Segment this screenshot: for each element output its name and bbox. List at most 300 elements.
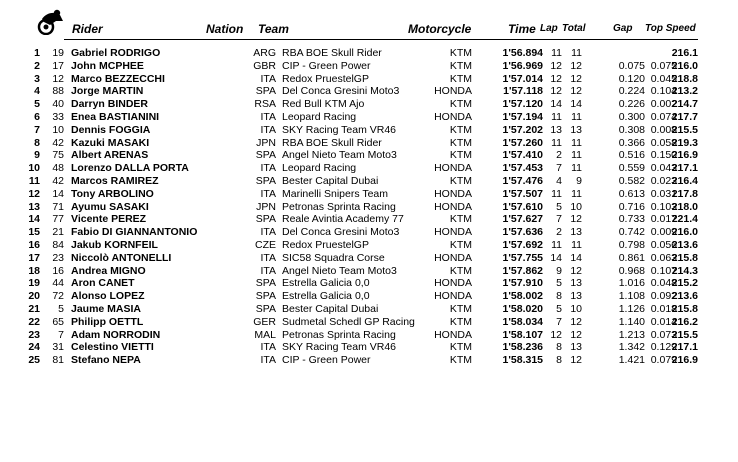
nation-cell: SPA: [255, 149, 276, 162]
gap-previous-cell: 0.075: [650, 59, 677, 72]
nation-cell: ITA: [260, 341, 276, 354]
position-cell: 8: [34, 136, 40, 149]
total-cell: 12: [570, 59, 582, 72]
lap-cell: 7: [556, 162, 562, 175]
table-row: [0, 316, 738, 329]
team-cell: Sudmetal Schedl GP Racing: [282, 315, 415, 328]
rider-name-cell: Philipp OETTL: [71, 315, 144, 328]
gap-cell: 0.300: [618, 110, 645, 123]
number-cell: 71: [52, 200, 64, 213]
number-cell: 7: [58, 328, 64, 341]
table-row: [0, 149, 738, 162]
total-cell: 13: [570, 123, 582, 136]
rider-name-cell: Dennis FOGGIA: [71, 123, 151, 136]
gap-previous-cell: 0.014: [650, 315, 677, 328]
gap-cell: 0.224: [618, 85, 645, 98]
position-cell: 20: [28, 290, 40, 303]
nation-cell: GER: [253, 315, 276, 328]
gap-previous-cell: 0.002: [650, 98, 677, 111]
number-cell: 23: [52, 251, 64, 264]
nation-cell: JPN: [256, 136, 276, 149]
position-cell: 16: [28, 238, 40, 251]
time-cell: 1'57.627: [502, 213, 543, 226]
gap-cell: 0.798: [618, 238, 645, 251]
nation-cell: SPA: [255, 213, 276, 226]
rider-name-cell: Lorenzo DALLA PORTA: [71, 162, 189, 175]
time-cell: 1'57.453: [502, 162, 543, 175]
number-cell: 84: [52, 238, 64, 251]
table-row: [0, 265, 738, 278]
number-cell: 33: [52, 110, 64, 123]
gap-previous-cell: 0.107: [650, 264, 677, 277]
position-cell: 1: [34, 47, 40, 59]
total-cell: 11: [571, 187, 582, 200]
top-speed-cell: 216.4: [671, 174, 698, 187]
rider-name-cell: Darryn BINDER: [71, 98, 149, 111]
header-rider: Rider: [72, 22, 103, 36]
time-cell: 1'58.315: [502, 354, 543, 367]
time-cell: 1'56.969: [502, 59, 543, 72]
gap-previous-cell: 0.023: [650, 174, 677, 187]
top-speed-cell: 214.7: [671, 98, 698, 111]
gap-previous-cell: 0.092: [650, 290, 677, 303]
nation-cell: MAL: [254, 328, 276, 341]
table-row: [0, 303, 738, 316]
total-cell: 11: [571, 238, 582, 251]
team-cell: SKY Racing Team VR46: [282, 341, 397, 354]
nation-cell: SPA: [255, 302, 276, 315]
gap-previous-cell: 0.150: [650, 149, 677, 162]
position-cell: 24: [28, 341, 40, 354]
lap-cell: 8: [556, 290, 562, 303]
header-divider: [64, 39, 698, 40]
total-cell: 12: [570, 328, 582, 341]
team-cell: SKY Racing Team VR46: [282, 123, 397, 136]
header-top-speed: Top Speed: [645, 23, 696, 34]
time-cell: 1'57.120: [502, 98, 543, 111]
top-speed-cell: 217.8: [671, 187, 698, 200]
table-row: [0, 277, 738, 290]
number-cell: 5: [58, 302, 64, 315]
top-speed-cell: 217.7: [671, 110, 698, 123]
gap-previous-cell: 0.009: [650, 226, 677, 239]
time-cell: 1'57.862: [502, 264, 543, 277]
gap-previous-cell: 0.058: [650, 136, 677, 149]
team-cell: Estrella Galicia 0,0: [282, 290, 370, 303]
table-row: [0, 341, 738, 354]
team-cell: Del Conca Gresini Moto3: [282, 85, 400, 98]
gap-cell: 1.016: [618, 277, 645, 290]
lap-cell: 7: [556, 315, 562, 328]
rider-name-cell: Marco BEZZECCHI: [71, 72, 165, 85]
rider-name-cell: Gabriel RODRIGO: [71, 47, 161, 59]
rider-name-cell: Stefano NEPA: [71, 354, 141, 367]
gap-cell: 0.516: [618, 149, 645, 162]
gap-previous-cell: 0.031: [650, 187, 677, 200]
position-cell: 10: [28, 162, 40, 175]
motorcycle-cell: KTM: [449, 341, 472, 354]
lap-cell: 12: [550, 85, 562, 98]
motorcycle-cell: HONDA: [434, 110, 472, 123]
top-speed-cell: 216.1: [671, 47, 698, 59]
time-cell: 1'58.020: [502, 302, 543, 315]
rider-name-cell: Fabio DI GIANNANTONIO: [71, 226, 198, 239]
time-cell: 1'57.755: [502, 251, 543, 264]
motorcycle-cell: HONDA: [434, 226, 472, 239]
nation-cell: GBR: [253, 59, 276, 72]
number-cell: 44: [52, 277, 64, 290]
gap-cell: 0.613: [618, 187, 645, 200]
total-cell: 13: [570, 290, 582, 303]
header-total: Total: [562, 23, 586, 34]
rider-name-cell: John MCPHEE: [71, 59, 144, 72]
nation-cell: ITA: [260, 187, 276, 200]
position-cell: 2: [34, 59, 40, 72]
motorcycle-cell: HONDA: [434, 187, 472, 200]
gap-previous-cell: 0.043: [650, 162, 677, 175]
total-cell: 12: [570, 85, 582, 98]
gap-previous-cell: 0.073: [650, 328, 677, 341]
top-speed-cell: 215.5: [671, 123, 698, 136]
motorcycle-cell: KTM: [449, 72, 472, 85]
nation-cell: SPA: [255, 174, 276, 187]
position-cell: 13: [28, 200, 40, 213]
time-cell: 1'56.894: [502, 47, 543, 59]
rider-name-cell: Ayumu SASAKI: [71, 200, 149, 213]
gap-previous-cell: 0.017: [650, 213, 677, 226]
position-cell: 23: [28, 328, 40, 341]
team-cell: Redox PruestelGP: [282, 72, 369, 85]
motorcycle-cell: KTM: [449, 264, 472, 277]
table-row: [0, 47, 738, 60]
time-cell: 1'57.507: [502, 187, 543, 200]
motorcycle-cell: KTM: [449, 98, 472, 111]
team-cell: Redox PruestelGP: [282, 238, 369, 251]
rider-name-cell: Tony ARBOLINO: [71, 187, 154, 200]
position-cell: 22: [28, 315, 40, 328]
header-nation: Nation: [206, 22, 244, 36]
top-speed-cell: 218.0: [671, 200, 698, 213]
lap-cell: 11: [551, 187, 562, 200]
gap-previous-cell: 0.074: [650, 110, 677, 123]
table-row: [0, 73, 738, 86]
gap-previous-cell: 0.056: [650, 238, 677, 251]
lap-cell: 8: [556, 341, 562, 354]
team-cell: Reale Avintia Academy 77: [282, 213, 404, 226]
rider-name-cell: Adam NORRODIN: [71, 328, 161, 341]
rider-name-cell: Jakub KORNFEIL: [71, 238, 158, 251]
time-cell: 1'57.476: [502, 174, 543, 187]
motorcycle-cell: KTM: [449, 213, 472, 226]
number-cell: 81: [52, 354, 64, 367]
total-cell: 10: [570, 200, 582, 213]
total-cell: 11: [571, 47, 582, 59]
motorcycle-cell: HONDA: [434, 277, 472, 290]
position-cell: 25: [28, 354, 40, 367]
nation-cell: ITA: [260, 264, 276, 277]
table-row: [0, 175, 738, 188]
table-row: [0, 213, 738, 226]
table-row: [0, 239, 738, 252]
gap-cell: 0.716: [618, 200, 645, 213]
nation-cell: ITA: [260, 110, 276, 123]
nation-cell: RSA: [254, 98, 276, 111]
position-cell: 12: [28, 187, 40, 200]
lap-cell: 4: [556, 174, 562, 187]
total-cell: 13: [570, 341, 582, 354]
time-cell: 1'58.107: [502, 328, 543, 341]
table-row: [0, 354, 738, 367]
rider-name-cell: Enea BASTIANINI: [71, 110, 160, 123]
position-cell: 19: [28, 277, 40, 290]
total-cell: 13: [570, 277, 582, 290]
motorcycle-cell: HONDA: [434, 162, 472, 175]
nation-cell: ITA: [260, 162, 276, 175]
motorcycle-cell: KTM: [449, 123, 472, 136]
top-speed-cell: 213.6: [671, 238, 698, 251]
total-cell: 11: [571, 110, 582, 123]
gap-previous-cell: 0.063: [650, 251, 677, 264]
top-speed-cell: 217.1: [671, 162, 698, 175]
motorcycle-cell: KTM: [449, 315, 472, 328]
gap-cell: 1.126: [618, 302, 645, 315]
gap-cell: 0.308: [618, 123, 645, 136]
position-cell: 18: [28, 264, 40, 277]
top-speed-cell: 216.9: [671, 354, 698, 367]
rider-name-cell: Alonso LOPEZ: [71, 290, 145, 303]
number-cell: 10: [52, 123, 64, 136]
top-speed-cell: 216.0: [671, 59, 698, 72]
nation-cell: SPA: [255, 277, 276, 290]
number-cell: 14: [52, 187, 64, 200]
team-cell: Angel Nieto Team Moto3: [282, 149, 397, 162]
number-cell: 17: [52, 59, 64, 72]
team-cell: Bester Capital Dubai: [282, 302, 379, 315]
number-cell: 19: [52, 47, 64, 59]
lap-cell: 12: [550, 59, 562, 72]
lap-cell: 8: [556, 354, 562, 367]
number-cell: 42: [52, 136, 64, 149]
total-cell: 11: [571, 162, 582, 175]
rider-name-cell: Andrea MIGNO: [71, 264, 146, 277]
total-cell: 12: [570, 213, 582, 226]
top-speed-cell: 213.2: [671, 85, 698, 98]
top-speed-cell: 215.8: [671, 251, 698, 264]
number-cell: 40: [52, 98, 64, 111]
top-speed-cell: 215.2: [671, 277, 698, 290]
gap-cell: 0.226: [618, 98, 645, 111]
number-cell: 31: [52, 341, 64, 354]
lap-cell: 13: [550, 123, 562, 136]
position-cell: 9: [34, 149, 40, 162]
nation-cell: SPA: [255, 85, 276, 98]
total-cell: 12: [570, 264, 582, 277]
total-cell: 10: [570, 302, 582, 315]
top-speed-cell: 214.3: [671, 264, 698, 277]
table-row: [0, 137, 738, 150]
top-speed-cell: 215.5: [671, 328, 698, 341]
top-speed-cell: 216.2: [671, 315, 698, 328]
lap-cell: 14: [550, 251, 562, 264]
total-cell: 9: [576, 174, 582, 187]
number-cell: 21: [52, 226, 64, 239]
number-cell: 16: [52, 264, 64, 277]
total-cell: 12: [570, 72, 582, 85]
team-cell: SIC58 Squadra Corse: [282, 251, 385, 264]
lap-cell: 5: [556, 302, 562, 315]
gap-cell: 0.742: [618, 226, 645, 239]
top-speed-cell: 213.6: [671, 290, 698, 303]
table-row: [0, 111, 738, 124]
rider-name-cell: Jorge MARTIN: [71, 85, 144, 98]
motorcycle-cell: HONDA: [434, 251, 472, 264]
time-cell: 1'58.034: [502, 315, 543, 328]
lap-cell: 12: [550, 72, 562, 85]
table-row: [0, 226, 738, 239]
top-speed-cell: 218.8: [671, 72, 698, 85]
lap-cell: 5: [556, 200, 562, 213]
table-row: [0, 162, 738, 175]
table-row: [0, 124, 738, 137]
motorcycle-cell: KTM: [449, 354, 472, 367]
rider-name-cell: Albert ARENAS: [71, 149, 149, 162]
header-time: Time: [508, 22, 536, 36]
lap-cell: 11: [551, 238, 562, 251]
team-cell: Petronas Sprinta Racing: [282, 200, 396, 213]
lap-cell: 5: [556, 277, 562, 290]
lap-cell: 7: [556, 213, 562, 226]
gap-cell: 1.108: [618, 290, 645, 303]
number-cell: 12: [52, 72, 64, 85]
gap-cell: 0.120: [618, 72, 645, 85]
top-speed-cell: 221.4: [671, 213, 698, 226]
top-speed-cell: 216.9: [671, 149, 698, 162]
motorcycle-cell: KTM: [449, 149, 472, 162]
lap-cell: 2: [556, 149, 562, 162]
team-cell: Leopard Racing: [282, 110, 357, 123]
gap-cell: 0.366: [618, 136, 645, 149]
rider-name-cell: Vicente PEREZ: [71, 213, 147, 226]
rider-name-cell: Niccolò ANTONELLI: [71, 251, 172, 264]
table-row: [0, 188, 738, 201]
gap-cell: 1.421: [618, 354, 645, 367]
time-cell: 1'57.692: [502, 238, 543, 251]
results-table: [0, 47, 738, 367]
gap-cell: 0.968: [618, 264, 645, 277]
nation-cell: ITA: [260, 123, 276, 136]
total-cell: 14: [570, 251, 582, 264]
gap-cell: 0.559: [618, 162, 645, 175]
total-cell: 14: [570, 98, 582, 111]
rider-name-cell: Marcos RAMIREZ: [71, 174, 159, 187]
lap-cell: 11: [551, 136, 562, 149]
position-cell: 3: [34, 72, 40, 85]
total-cell: 11: [571, 149, 582, 162]
lap-cell: 12: [550, 328, 562, 341]
rider-name-cell: Jaume MASIA: [71, 302, 142, 315]
motorcycle-cell: KTM: [449, 174, 472, 187]
top-speed-cell: 215.8: [671, 302, 698, 315]
header-motorcycle: Motorcycle: [408, 22, 472, 36]
top-speed-cell: 219.3: [671, 136, 698, 149]
motorcycle-cell: KTM: [449, 59, 472, 72]
number-cell: 42: [52, 174, 64, 187]
time-cell: 1'57.202: [502, 123, 543, 136]
nation-cell: ITA: [260, 72, 276, 85]
time-cell: 1'58.002: [502, 290, 543, 303]
motorcycle-cell: KTM: [449, 302, 472, 315]
gap-previous-cell: 0.103: [650, 200, 677, 213]
team-cell: Estrella Galicia 0,0: [282, 277, 370, 290]
gap-previous-cell: 0.104: [650, 85, 677, 98]
position-cell: 5: [34, 98, 40, 111]
time-cell: 1'57.610: [502, 200, 543, 213]
header-gap: Gap: [613, 23, 633, 34]
gap-cell: 0.075: [618, 59, 645, 72]
lap-cell: 9: [556, 264, 562, 277]
team-cell: Angel Nieto Team Moto3: [282, 264, 397, 277]
motorcycle-cell: KTM: [449, 238, 472, 251]
gap-cell: 0.861: [618, 251, 645, 264]
total-cell: 13: [570, 226, 582, 239]
table-header: [0, 22, 738, 38]
time-cell: 1'57.118: [503, 85, 543, 98]
motorcycle-cell: HONDA: [434, 200, 472, 213]
gap-cell: 0.733: [618, 213, 645, 226]
number-cell: 48: [52, 162, 64, 175]
motorcycle-cell: KTM: [449, 47, 472, 59]
position-cell: 4: [34, 85, 40, 98]
table-row: [0, 60, 738, 73]
top-speed-cell: 217.1: [671, 341, 698, 354]
motorcycle-cell: HONDA: [434, 328, 472, 341]
total-cell: 12: [570, 354, 582, 367]
number-cell: 72: [52, 290, 64, 303]
number-cell: 75: [52, 149, 64, 162]
gap-previous-cell: 0.129: [650, 341, 677, 354]
total-cell: 12: [570, 315, 582, 328]
time-cell: 1'57.636: [502, 226, 543, 239]
motorcycle-cell: HONDA: [434, 85, 472, 98]
header-team: Team: [258, 22, 289, 36]
rider-name-cell: Celestino VIETTI: [71, 341, 154, 354]
position-cell: 17: [28, 251, 40, 264]
lap-cell: 11: [551, 110, 562, 123]
table-row: [0, 252, 738, 265]
nation-cell: ITA: [260, 354, 276, 367]
nation-cell: ARG: [253, 47, 276, 59]
team-cell: RBA BOE Skull Rider: [282, 136, 382, 149]
team-cell: RBA BOE Skull Rider: [282, 47, 382, 59]
nation-cell: ITA: [260, 251, 276, 264]
gap-cell: 0.582: [618, 174, 645, 187]
gap-previous-cell: 0.079: [650, 354, 677, 367]
gap-previous-cell: 0.048: [650, 277, 677, 290]
table-row: [0, 85, 738, 98]
gap-previous-cell: 0.045: [650, 72, 677, 85]
gap-cell: 1.342: [618, 341, 645, 354]
position-cell: 6: [34, 110, 40, 123]
rider-name-cell: Aron CANET: [71, 277, 135, 290]
team-cell: Bester Capital Dubai: [282, 174, 379, 187]
time-cell: 1'58.236: [502, 341, 543, 354]
total-cell: 11: [571, 136, 582, 149]
rider-name-cell: Kazuki MASAKI: [71, 136, 150, 149]
nation-cell: SPA: [255, 290, 276, 303]
table-row: [0, 329, 738, 342]
time-cell: 1'57.410: [502, 149, 543, 162]
position-cell: 7: [34, 123, 40, 136]
